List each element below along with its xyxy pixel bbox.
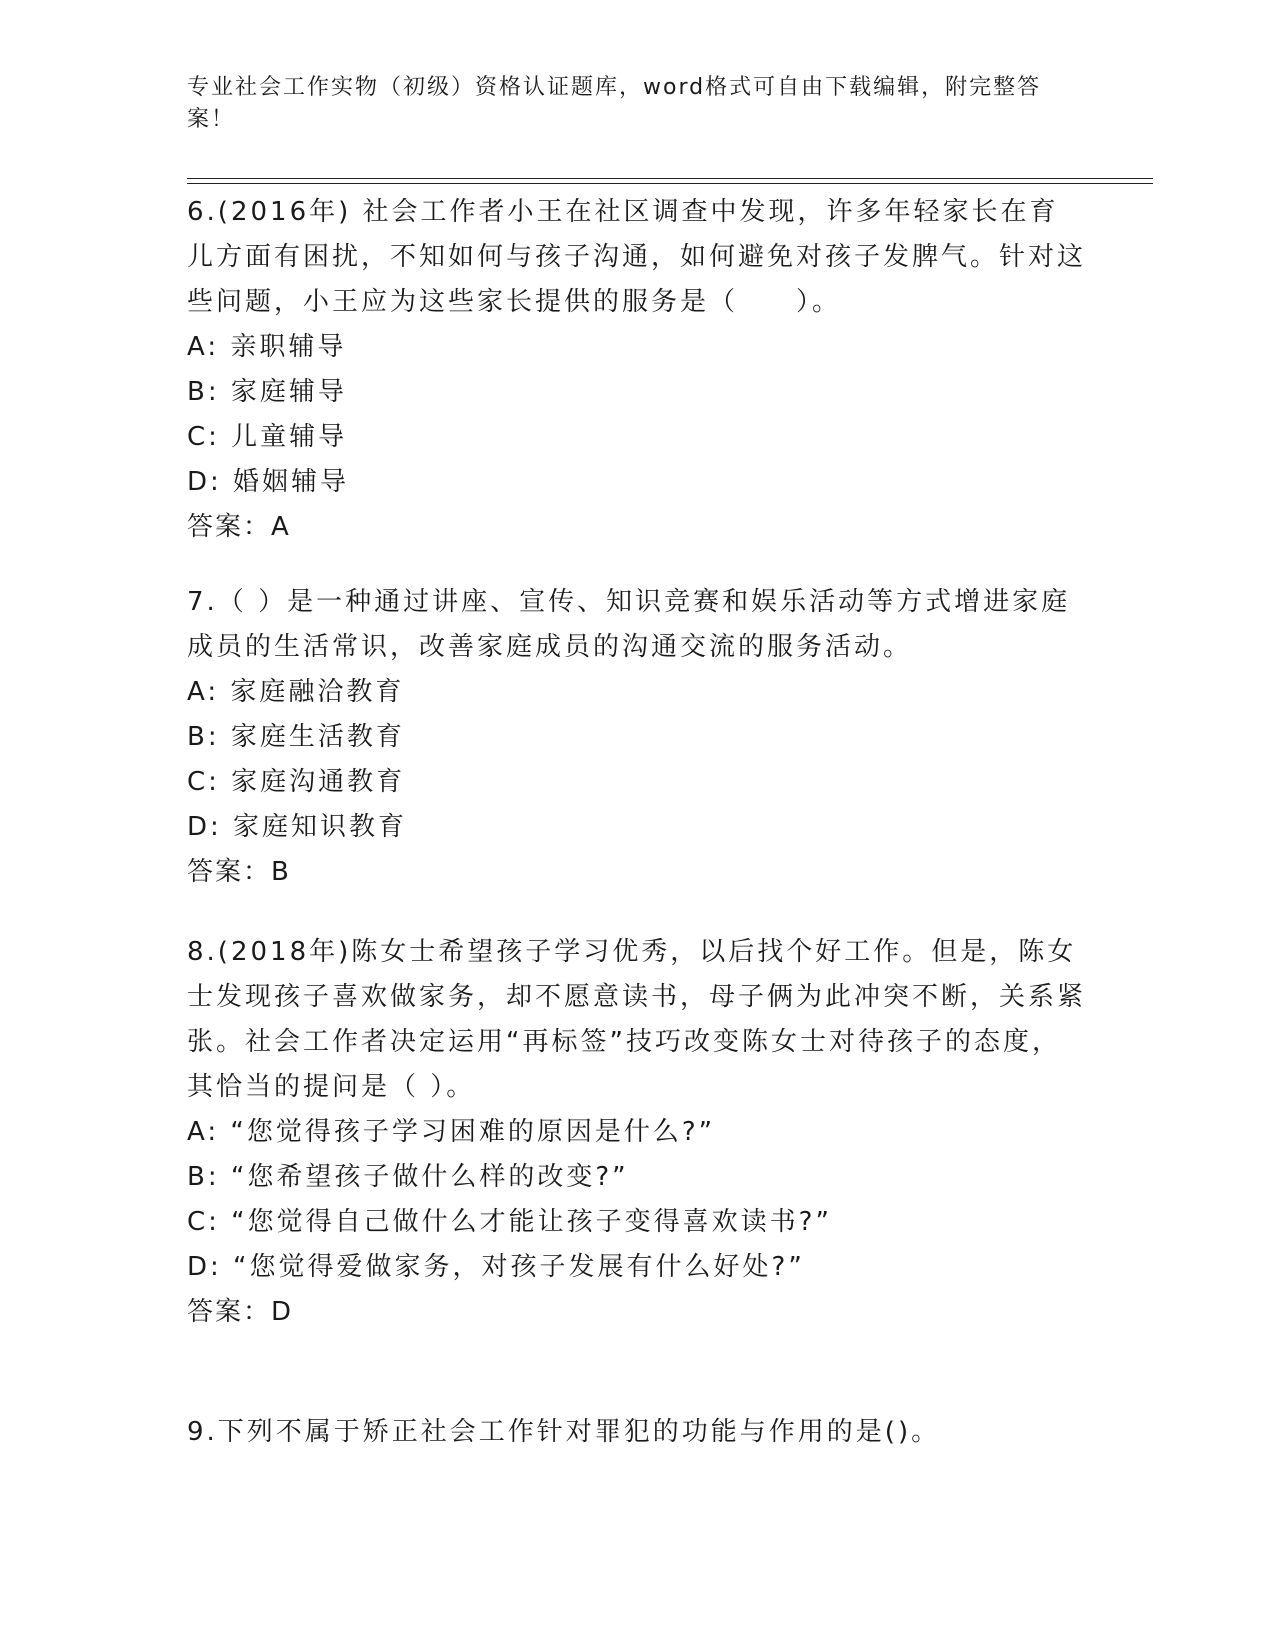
- question-stem: 8.(2018年)陈女士希望孩子学习优秀，以后找个好工作。但是，陈女士发现孩子喜欢做家务，却不愿意读书，母子俩为此冲突不断，关系紧张。社会工作者决定运用“再标签”技巧改变陈女士对待孩子的态度，其恰当的提问是（ ）。: [187, 937, 1087, 1102]
- option-c: C: 家庭沟通教育: [187, 767, 406, 797]
- document-header: 专业社会工作实物（初级）资格认证题库，word格式可自由下载编辑，附完整答案！: [187, 75, 1042, 132]
- answer: 答案：B: [187, 857, 291, 887]
- option-a: A: 亲职辅导: [187, 332, 347, 362]
- answer: 答案：A: [187, 512, 291, 542]
- option-a: A: “您觉得孩子学习困难的原因是什么?”: [187, 1117, 716, 1147]
- option-d: D: 婚姻辅导: [187, 467, 350, 497]
- option-d: D: “您觉得爱做家务，对孩子发展有什么好处?”: [187, 1252, 805, 1282]
- option-b: B: “您希望孩子做什么样的改变?”: [187, 1162, 629, 1192]
- header-divider-top: [187, 178, 1153, 179]
- option-d: D: 家庭知识教育: [187, 812, 408, 842]
- option-b: B: 家庭生活教育: [187, 722, 405, 752]
- question-7: [187, 580, 1087, 895]
- answer: 答案：D: [187, 1297, 294, 1327]
- question-stem: 6.(2016年) 社会工作者小王在社区调查中发现，许多年轻家长在育儿方面有困扰，不知如何与孩子沟通，如何避免对孩子发脾气。针对这些问题，小王应为这些家长提供的服务是（ ）。: [187, 197, 1087, 317]
- question-9: [187, 1410, 1087, 1455]
- question-8: [187, 930, 1087, 1335]
- question-stem: 7.（ ）是一种通过讲座、宣传、知识竞赛和娱乐活动等方式增进家庭成员的生活常识，改善家庭成员的沟通交流的服务活动。: [187, 587, 1071, 662]
- question-stem: 9.下列不属于矫正社会工作针对罪犯的功能与作用的是()。: [187, 1417, 941, 1447]
- option-c: C: “您觉得自己做什么才能让孩子变得喜欢读书?”: [187, 1207, 832, 1237]
- option-a: A: 家庭融洽教育: [187, 677, 405, 707]
- option-c: C: 儿童辅导: [187, 422, 348, 452]
- header-divider-bottom: [187, 183, 1153, 184]
- option-b: B: 家庭辅导: [187, 377, 347, 407]
- question-6: [187, 190, 1087, 550]
